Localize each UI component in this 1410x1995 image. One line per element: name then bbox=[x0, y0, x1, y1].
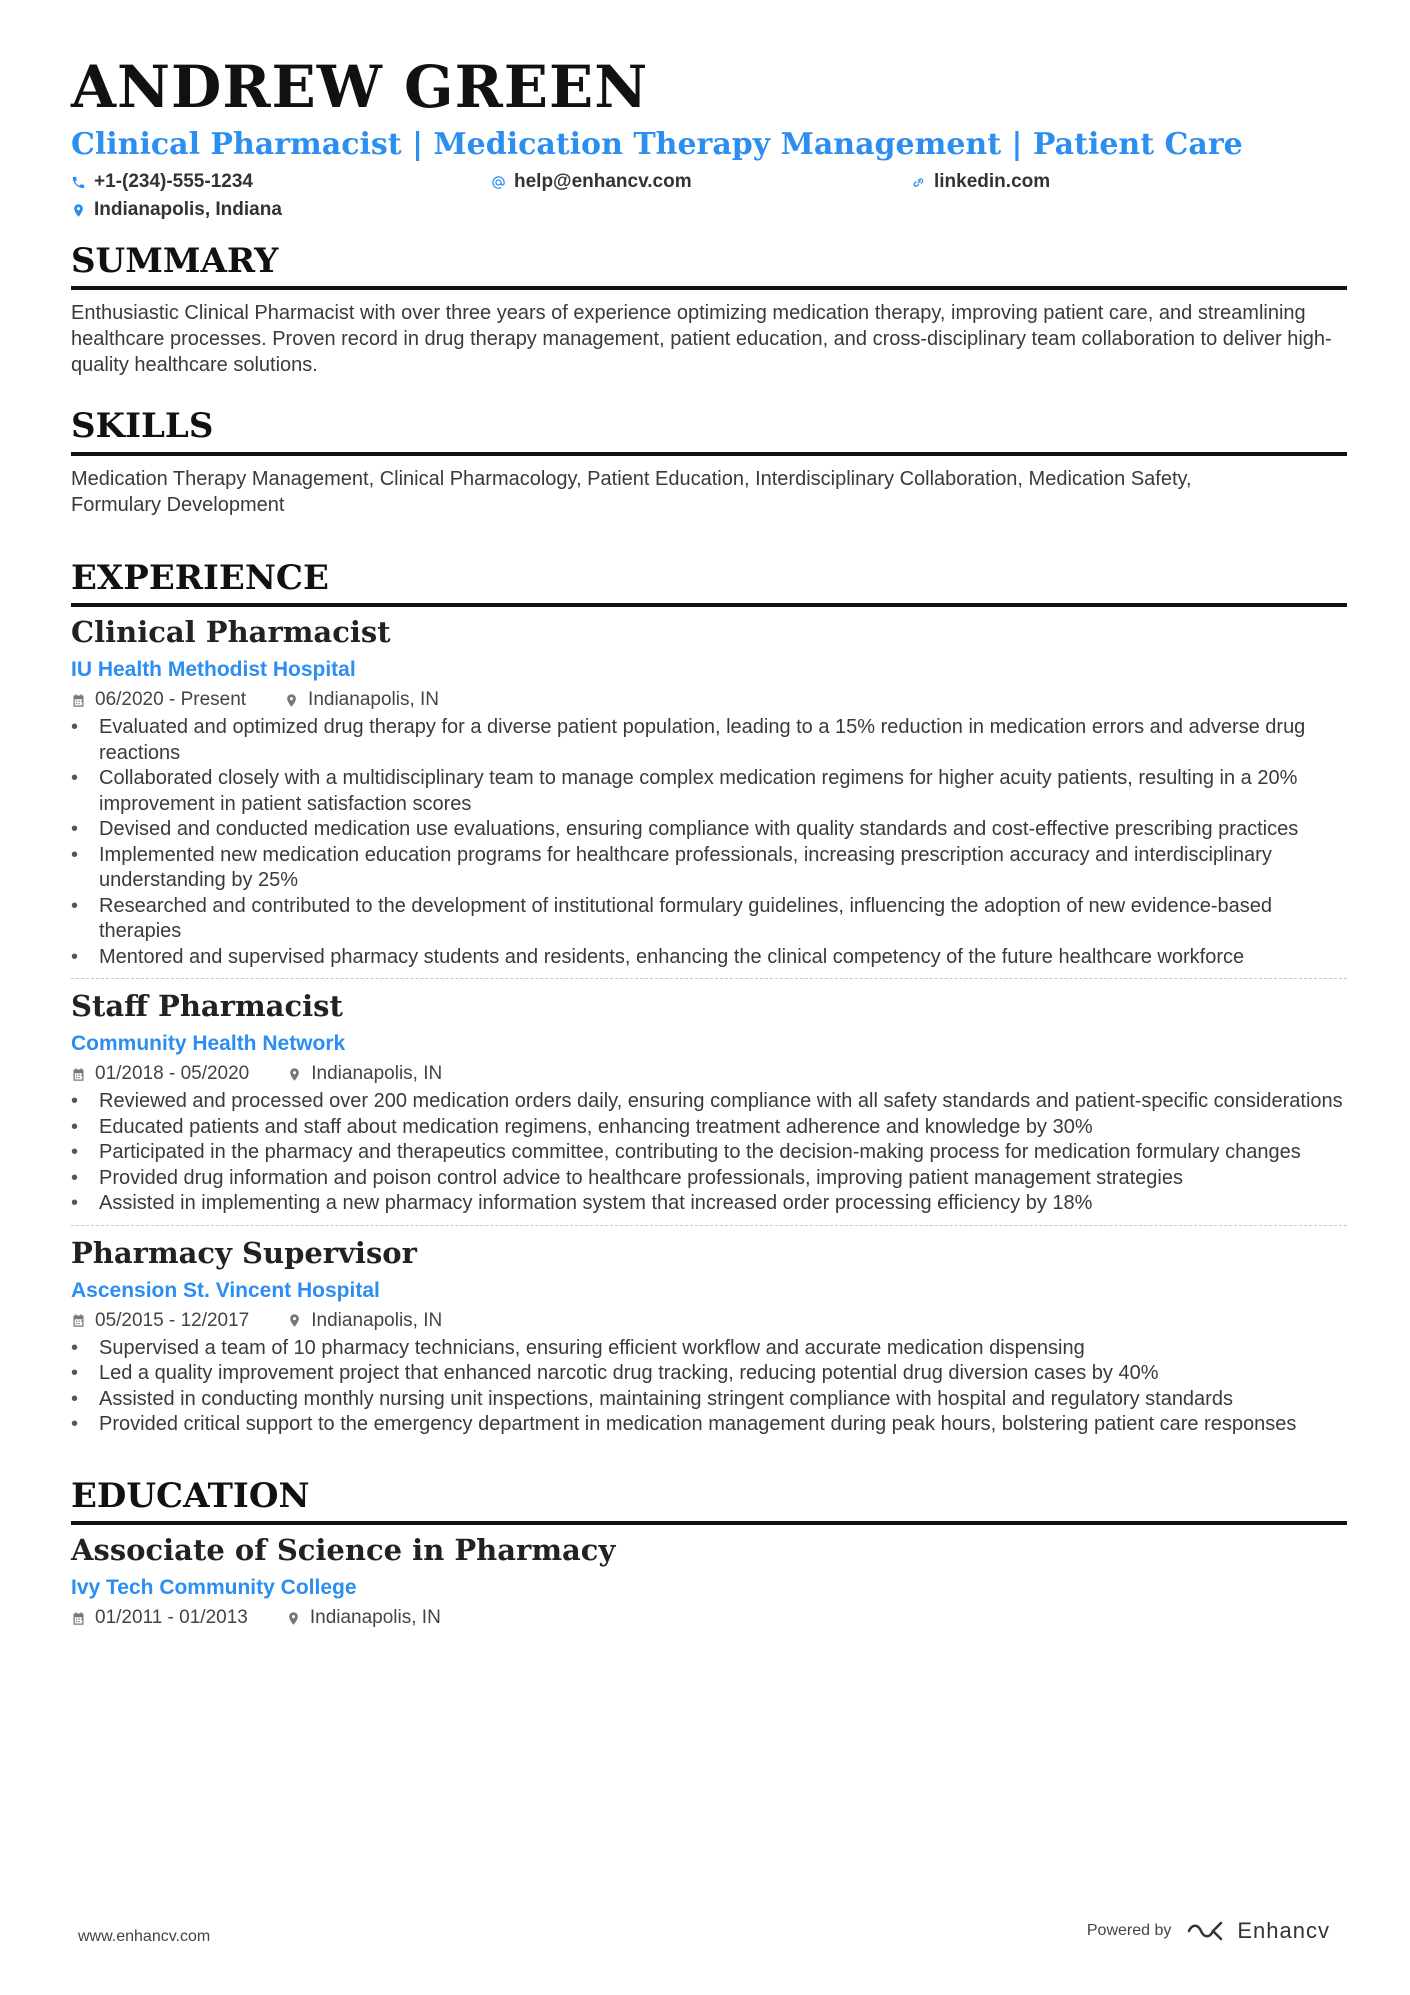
location-text: Indianapolis, IN bbox=[308, 689, 440, 711]
date-range bbox=[71, 689, 246, 711]
section-divider bbox=[71, 1521, 1347, 1525]
section-divider bbox=[71, 603, 1347, 607]
experience-title: EXPERIENCE bbox=[71, 557, 329, 598]
candidate-name: ANDREW GREEN bbox=[71, 53, 649, 121]
achievement-item: • Implemented new medication education programs for healthcare professionals, increasing prescription accuracy and interdisciplinary understanding by 25% bbox=[71, 843, 1347, 894]
achievement-item: • Collaborated closely with a multidisciplinary team to manage complex medication regimens for higher acuity patients, resulting in a 20% improvement in patient satisfaction scores bbox=[71, 766, 1347, 817]
calendar-icon bbox=[71, 1611, 86, 1626]
location-pin-icon bbox=[286, 1611, 301, 1626]
location-text: Indianapolis, IN bbox=[311, 1063, 443, 1085]
contact-linkedin[interactable] bbox=[911, 171, 1050, 193]
achievement-item: • Provided drug information and poison control advice to healthcare professionals, improving patient management strategies bbox=[71, 1166, 1347, 1192]
achievement-item: • Assisted in conducting monthly nursing unit inspections, maintaining stringent compliance with hospital and regulatory standards bbox=[71, 1387, 1347, 1413]
school-name: Ivy Tech Community College bbox=[71, 1576, 357, 1600]
calendar-icon bbox=[71, 693, 86, 708]
contact-phone[interactable] bbox=[71, 171, 253, 193]
date-range bbox=[71, 1607, 248, 1629]
brand-name: Enhancv bbox=[1237, 1918, 1330, 1943]
education-entry bbox=[71, 1533, 1347, 1641]
section-divider bbox=[71, 286, 1347, 290]
location-pin-icon bbox=[287, 1067, 302, 1082]
achievement-item: • Evaluated and optimized drug therapy for a diverse patient population, leading to a 15% reduction in medication errors and adverse drug reactions bbox=[71, 715, 1347, 766]
location-pin-icon bbox=[287, 1313, 302, 1328]
job-location bbox=[287, 1063, 442, 1085]
summary-title: SUMMARY bbox=[71, 241, 279, 281]
date-range bbox=[71, 1063, 249, 1085]
linkedin-text: linkedin.com bbox=[934, 171, 1051, 192]
resume-page bbox=[71, 53, 1347, 1641]
powered-by bbox=[1087, 1918, 1330, 1944]
education-list bbox=[71, 1533, 1347, 1641]
location-pin-icon bbox=[71, 203, 86, 218]
meta-row bbox=[71, 1063, 1347, 1085]
contact-location bbox=[71, 199, 282, 221]
achievement-item: • Provided critical support to the emergency department in medication management during peak hours, bolstering patient care responses bbox=[71, 1412, 1347, 1438]
at-icon bbox=[491, 175, 506, 190]
date-text: 01/2011 - 01/2013 bbox=[95, 1607, 248, 1629]
meta-row bbox=[71, 1310, 1347, 1332]
achievement-item: • Devised and conducted medication use evaluations, ensuring compliance with quality standards and cost-effective prescribing practices bbox=[71, 817, 1347, 843]
calendar-icon bbox=[71, 1313, 86, 1328]
enhancv-logo[interactable] bbox=[1185, 1918, 1330, 1944]
job-list bbox=[71, 615, 1347, 1446]
summary-text: Enthusiastic Clinical Pharmacist with over three years of experience optimizing medication therapy, improving patient care, and streamlining healthcare processes. Proven record in drug therapy management, patient education, and cross-disciplinary team collaboration to deliver high-quality healthcare solutions. bbox=[71, 302, 1332, 377]
enhancv-logo-icon bbox=[1185, 1919, 1229, 1943]
link-icon bbox=[911, 175, 926, 190]
job-entry bbox=[71, 1225, 1347, 1446]
calendar-icon bbox=[71, 1067, 86, 1082]
achievement-item: • Reviewed and processed over 200 medication orders daily, ensuring compliance with all safety standards and patient-specific considerations bbox=[71, 1089, 1347, 1115]
achievement-list bbox=[71, 715, 1347, 970]
experience-section bbox=[71, 557, 1347, 1446]
degree-title: Associate of Science in Pharmacy bbox=[71, 1533, 616, 1568]
company-name: IU Health Methodist Hospital bbox=[71, 657, 356, 681]
meta-row bbox=[71, 689, 1347, 711]
job-entry bbox=[71, 978, 1347, 1225]
contact-info bbox=[71, 167, 1347, 225]
achievement-item: • Mentored and supervised pharmacy students and residents, enhancing the clinical competency of the future healthcare workforce bbox=[71, 945, 1347, 971]
skills-title: SKILLS bbox=[71, 406, 214, 447]
company-name: Ascension St. Vincent Hospital bbox=[71, 1278, 380, 1302]
location-text: Indianapolis, Indiana bbox=[94, 199, 282, 220]
powered-by-text: Powered by bbox=[1086, 1922, 1172, 1939]
achievement-item: • Assisted in implementing a new pharmacy information system that increased order processing efficiency by 18% bbox=[71, 1191, 1347, 1217]
company-name: Community Health Network bbox=[71, 1032, 346, 1056]
footer-website[interactable]: www.enhancv.com bbox=[78, 1928, 211, 1945]
achievement-item: • Researched and contributed to the development of institutional formulary guidelines, influencing the adoption of new evidence-based therapies bbox=[71, 894, 1347, 945]
skills-section bbox=[71, 408, 1347, 517]
job-location bbox=[284, 689, 439, 711]
date-range bbox=[71, 1310, 249, 1332]
location-pin-icon bbox=[284, 693, 299, 708]
skills-text: Medication Therapy Management, Clinical Pharmacology, Patient Education, Interdisciplinary Collaboration, Medication Safety, Formulary Development bbox=[71, 467, 1192, 516]
achievement-list bbox=[71, 1089, 1347, 1217]
job-location bbox=[286, 1607, 441, 1629]
achievement-item: • Participated in the pharmacy and therapeutics committee, contributing to the decision-making process for medication formulary changes bbox=[71, 1140, 1347, 1166]
location-text: Indianapolis, IN bbox=[309, 1607, 441, 1629]
job-location bbox=[287, 1310, 442, 1332]
job-title: Clinical Pharmacist bbox=[71, 615, 391, 650]
achievement-item: • Led a quality improvement project that enhanced narcotic drug tracking, reducing potential drug diversion cases by 40% bbox=[71, 1361, 1347, 1387]
achievement-item: • Supervised a team of 10 pharmacy technicians, ensuring efficient workflow and accurate medication dispensing bbox=[71, 1336, 1347, 1362]
job-title: Pharmacy Supervisor bbox=[71, 1235, 417, 1270]
education-section bbox=[71, 1475, 1347, 1641]
location-text: Indianapolis, IN bbox=[311, 1309, 443, 1331]
job-title: Staff Pharmacist bbox=[71, 989, 343, 1024]
achievement-item: • Educated patients and staff about medication regimens, enhancing treatment adherence and knowledge by 30% bbox=[71, 1115, 1347, 1141]
email-text: help@enhancv.com bbox=[514, 171, 692, 192]
education-title: EDUCATION bbox=[71, 1475, 310, 1516]
contact-email[interactable] bbox=[491, 171, 692, 193]
date-text: 01/2018 - 05/2020 bbox=[95, 1063, 250, 1085]
phone-icon bbox=[71, 175, 86, 190]
date-text: 05/2015 - 12/2017 bbox=[95, 1309, 250, 1331]
job-entry bbox=[71, 615, 1347, 978]
summary-section bbox=[71, 243, 1347, 378]
meta-row bbox=[71, 1607, 1347, 1629]
section-divider bbox=[71, 452, 1347, 456]
achievement-list bbox=[71, 1336, 1347, 1438]
date-text: 06/2020 - Present bbox=[95, 689, 247, 711]
phone-text: +1-(234)-555-1234 bbox=[94, 171, 253, 192]
headline: Clinical Pharmacist | Medication Therapy Management | Patient Care bbox=[71, 127, 1243, 162]
